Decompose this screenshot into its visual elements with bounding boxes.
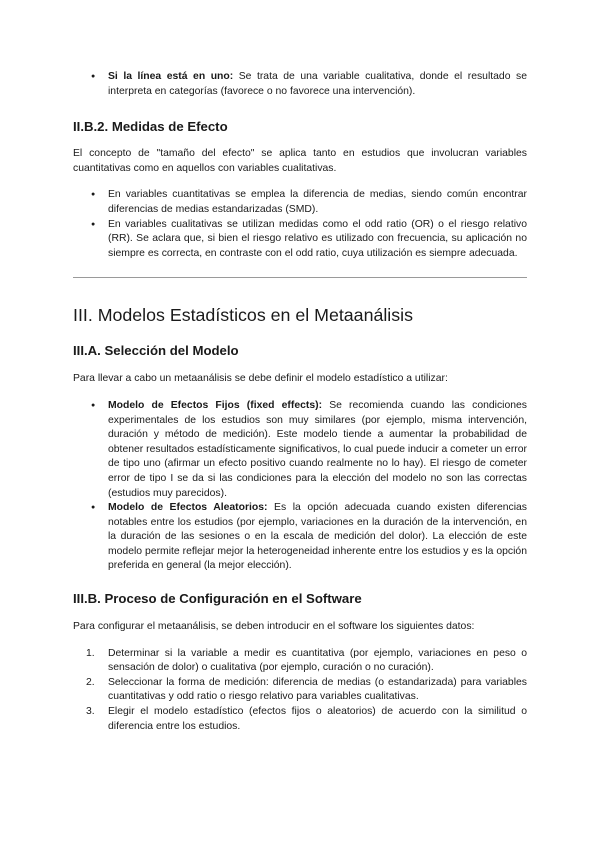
- bullet-text: Se recomienda cuando las condiciones experimentales de los estudios son muy similares (por ejemplo, misma intervención, duración y método de medición). Este modelo tiende a aumentar la probabilidad de obtener resultados estadísticamente significativos, lo cual puede inducir a cometer un error de tipo uno (afirmar un efecto positivo cuando realmente no lo hay). El riesgo de cometer error de tipo I se da si las condiciones para la elección del modelo no son las correctas (estudios muy parecidos).: [108, 399, 527, 499]
- list-item: [73, 647, 527, 676]
- horizontal-divider: [73, 277, 527, 278]
- effect-measures-list: [73, 188, 527, 261]
- paragraph-model-intro: Para llevar a cabo un metaanálisis se debe definir el modelo estadístico a utilizar:: [73, 373, 448, 385]
- step-text: Determinar si la variable a medir es cuantitativa (por ejemplo, variaciones en peso o sensación de dolor) o cualitativa (por ejemplo, curación o no curación).: [108, 647, 527, 674]
- paragraph-software-intro: Para configurar el metaanálisis, se deben introducir en el software los siguientes datos:: [73, 621, 475, 633]
- list-item: [73, 501, 527, 574]
- list-item: [73, 70, 527, 99]
- configuration-steps-list: [73, 647, 527, 735]
- list-item: ● En variables cualitativas se utilizan medidas como el odd ratio (OR) o el riesgo relativo (RR). Se aclara que, si bien el riesgo relativo es utilizado con frecuencia, su aplicación no siempre es correcta, en contraste con el odd ratio, cuya utilización es siempre adecuada.: [73, 218, 527, 262]
- step-number: 3.: [86, 706, 95, 718]
- bullet-text: Es la opción adecuada cuando existen diferencias notables entre los estudios (por ejemplo, variaciones en la duración de la intervención, en la duración de las sesiones o en la escala de medición del dolor). La elección de este modelo permite reflejar mejor la heterogeneidad inherente entre los estudios y es la opción preferida en general (la mejor elección).: [108, 502, 527, 572]
- bullet-bold-lead: Modelo de Efectos Aleatorios:: [108, 502, 268, 514]
- step-text: Seleccionar la forma de medición: diferencia de medias (o estandarizada) para variables cuantitativas y odd ratio o riesgo relativo para variables cualitativas.: [108, 676, 527, 703]
- list-item: [73, 705, 527, 734]
- bullet-text: Se trata de una variable cualitativa, donde el resultado se interpreta en categorías (favorece o no favorece una intervención).: [108, 71, 527, 97]
- section-heading-iib2: II.B.2. Medidas de Efecto: [73, 119, 228, 135]
- list-item: [73, 399, 527, 501]
- section-heading-iii: III. Modelos Estadísticos en el Metaanálisis: [73, 305, 413, 326]
- step-number: 2.: [86, 676, 95, 688]
- list-item: [73, 676, 527, 705]
- paragraph-effect-size: El concepto de "tamaño del efecto" se aplica tanto en estudios que involucran variables cuantitativas como en aquellos con variables cualitativas.: [73, 148, 527, 174]
- model-bullets-list: [73, 399, 527, 574]
- bullet-bold-lead: Modelo de Efectos Fijos (fixed effects):: [108, 399, 323, 411]
- section-heading-iiib: III.B. Proceso de Configuración en el Software: [73, 591, 362, 607]
- bullet-bold-lead: Si la línea está en uno:: [108, 71, 234, 82]
- step-number: 1.: [86, 647, 95, 659]
- list-item: ● En variables cuantitativas se emplea la diferencia de medias, siendo común encontrar diferencias de medias estandarizadas (SMD).: [73, 188, 527, 217]
- document-body: [73, 60, 527, 734]
- top-bullet-list: [73, 70, 527, 99]
- section-heading-iiia: III.A. Selección del Modelo: [73, 343, 239, 359]
- step-text: Elegir el modelo estadístico (efectos fijos o aleatorios) de acuerdo con la similitud o diferencia entre los estudios.: [108, 706, 527, 732]
